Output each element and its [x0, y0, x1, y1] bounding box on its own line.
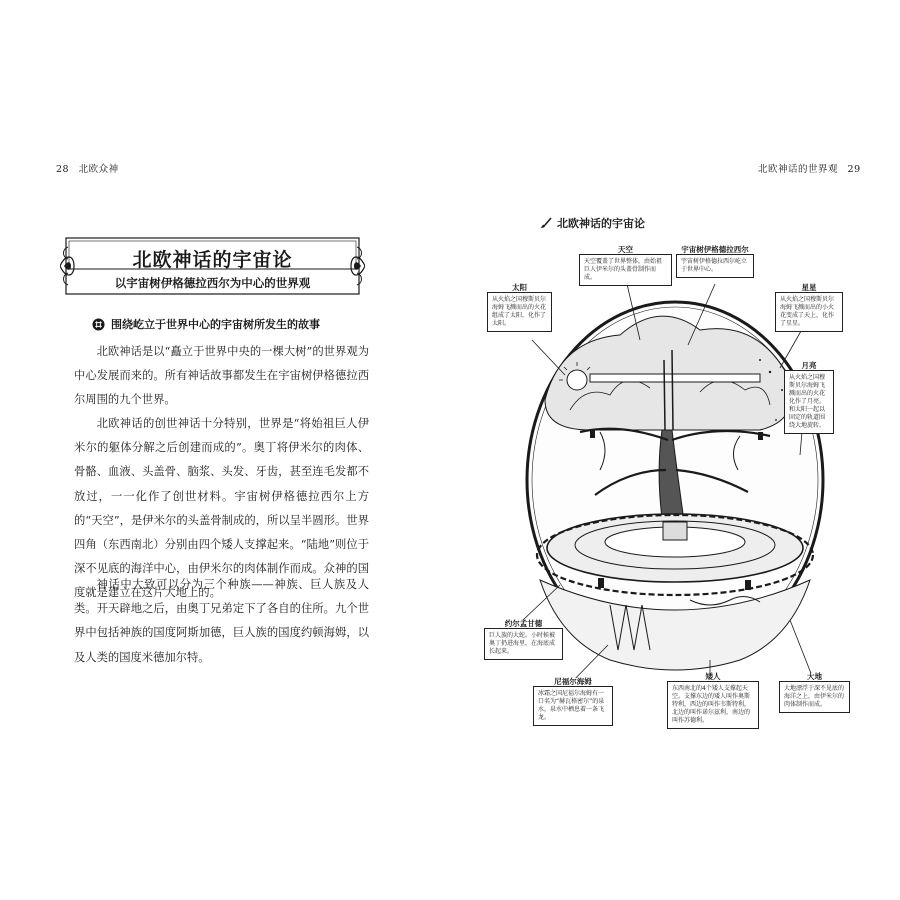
- label-sky-title: 天空: [615, 246, 636, 254]
- label-sun-title: 太阳: [509, 284, 530, 292]
- label-moon: [784, 361, 834, 434]
- chapter-title: 北欧神话的宇宙论: [132, 249, 293, 271]
- label-sky: [579, 245, 672, 286]
- page-number-right: 29: [847, 164, 861, 175]
- label-jormungandr-text: 巨人族的大蛇。小时候被奥丁扔进海里，在海底成长起来。: [489, 632, 556, 655]
- label-earth-title: 大地: [804, 673, 825, 681]
- label-sun-text: 从火焰之国穆斯贝尔海姆飞溅而出的火花组成了太阳，化作了太阳。: [492, 296, 547, 327]
- label-dwarves-text: 东西南北的4个矮人支撑起天空。支撑东边的矮人叫作奥斯特利，西边的叫作韦斯特利，北边的叫作诺尔兹利，南边的叫作苏德利。: [672, 685, 751, 724]
- sky-bridge: [590, 374, 760, 382]
- body-paragraph: 神话中大致可以分为三个种族——神族、巨人族及人类。开天辟地之后，由奥丁兄弟定下了各自的住所。九个世界中包括神族的国度阿斯加德，巨人族的国度约顿海姆，以及人类的国度米德加尔特。: [74, 578, 369, 664]
- asgard-citadel: [663, 522, 687, 540]
- label-sky-text: 天空覆盖了世界整体，由始祖巨人伊米尔的头盖骨制作而成。: [584, 258, 663, 281]
- sun-icon: [567, 370, 587, 390]
- label-moon-title: 月亮: [799, 362, 820, 370]
- label-stars-text: 从火焰之国穆斯贝尔海姆飞溅而出的小火花变成了天上，化作了星星。: [780, 296, 835, 327]
- label-niflheim-text: 冰霜之国尼福尔海姆有一口名为“赫瓦格密尔”的泉水，泉水中栖息着一条飞龙。: [538, 690, 605, 721]
- label-dwarves-title: 矮人: [703, 673, 724, 681]
- page-number-left: 28: [56, 164, 70, 175]
- running-head-left-title: 北欧众神: [78, 164, 119, 175]
- section-heading-text: 围绕屹立于世界中心的宇宙树所发生的故事: [111, 318, 320, 331]
- label-yggdrasil-title: 宇宙树伊格德拉西尔: [678, 246, 752, 254]
- label-niflheim: [533, 677, 613, 726]
- chapter-subtitle: 以宇宙树伊格德拉西尔为中心的世界观: [114, 276, 311, 290]
- label-earth-text: 大地漂浮于深不见底的海洋之上，由伊米尔的肉体制作而成。: [784, 685, 845, 708]
- body-paragraph: 北欧神话是以“矗立于世界中央的一棵大树”的世界观为中心发展而来的。所有神话故事都发生在宇宙树伊格德拉西尔周围的九个世界。: [74, 345, 369, 407]
- label-stars-title: 星星: [799, 284, 820, 292]
- running-head-right-title: 北欧神话的世界观: [758, 164, 839, 175]
- label-yggdrasil: [676, 245, 754, 278]
- label-jormungandr: [484, 619, 563, 660]
- label-stars: [775, 283, 843, 332]
- body-paragraph: 北欧神话的创世神话十分特别，世界是“将始祖巨人伊米尔的躯体分解之后创建而成的”。奥丁将伊米尔的肉体、骨骼、血液、头盖骨、脑浆、头发、牙齿，甚至连毛发都不放过，一一化作了创世材料。宇宙树伊格德拉西尔上方的“天空”，是伊米尔的头盖骨制成的，所以呈半圆形。世界四角（东西南北）分别由四个矮人支撑起来。“陆地”则位于深不见底的海洋中心，由伊米尔的肉体制作而成。众神的国度就是建立在这片大地上的。: [74, 417, 369, 600]
- label-niflheim-title: 尼福尔海姆: [551, 678, 595, 686]
- label-yggdrasil-text: 宇宙树伊格德拉西尔屹立于世界中心。: [681, 258, 748, 273]
- label-jormungandr-title: 约尔孟甘德: [502, 620, 546, 628]
- label-dwarves: [667, 672, 759, 729]
- label-earth: [779, 672, 850, 713]
- figure-title-text: 北欧神话的宇宙论: [557, 217, 645, 230]
- label-moon-text: 从火焰之国穆斯贝尔海姆飞溅而出的火花化作了月亮。和太阳一起以固定的轨道围绕大地旋转。: [789, 374, 826, 429]
- label-sun: [487, 283, 552, 332]
